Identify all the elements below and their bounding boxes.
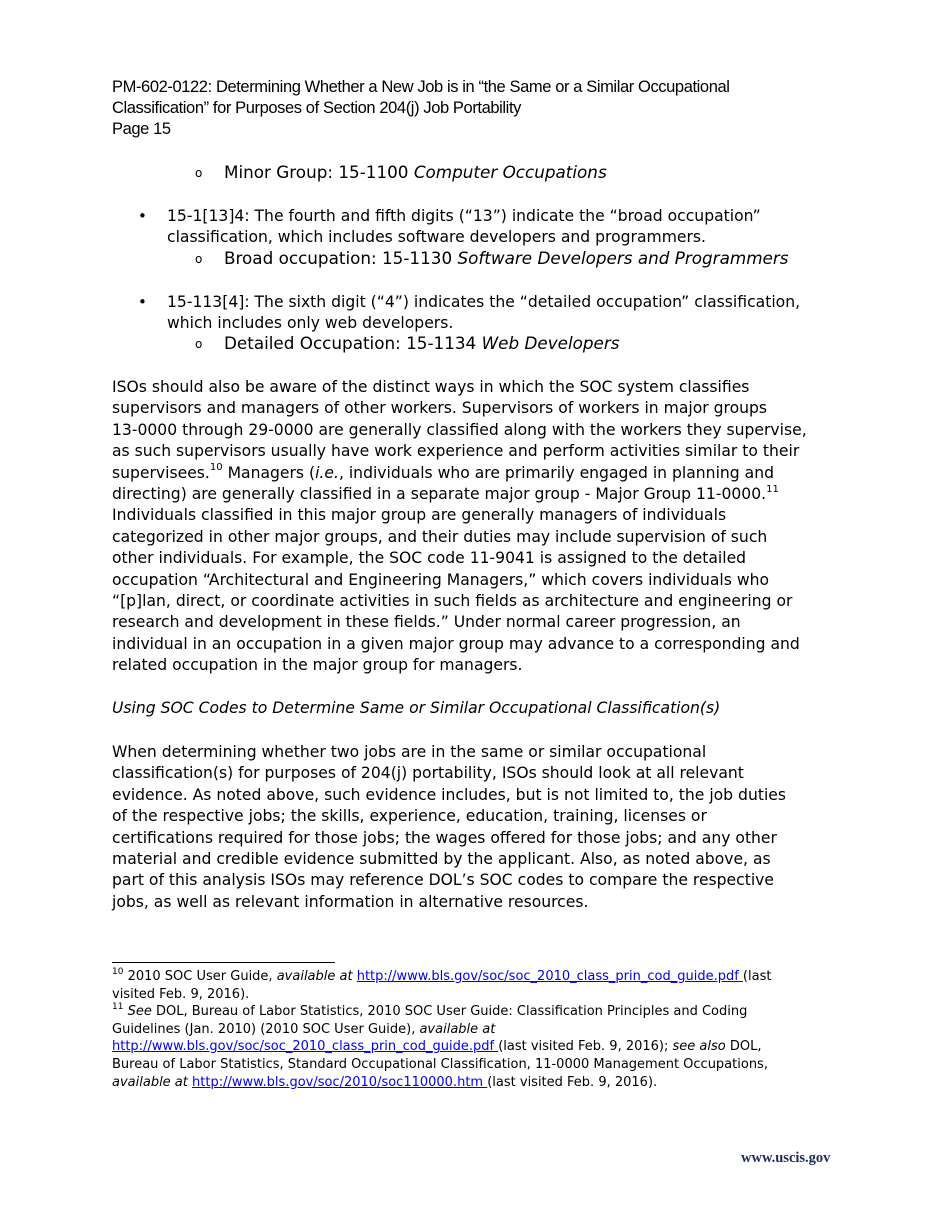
- paragraph-line: [112, 484, 852, 505]
- footnote-link[interactable]: http://www.bls.gov/soc/soc_2010_class_prin_cod_guide.pdf: [356, 969, 743, 984]
- sub-bullet-marker: o: [195, 337, 203, 351]
- paragraph-line: supervisors and managers of other workers. Supervisors of workers in major groups: [112, 399, 768, 418]
- sub-item-label: Broad occupation: 15-1130: [224, 248, 458, 268]
- bullet-marker: •: [138, 293, 147, 311]
- footnote-11-line-2: [112, 1021, 842, 1039]
- text-run: DOL,: [725, 1039, 762, 1055]
- text-run: , individuals who are primarily engaged in planning and: [338, 463, 774, 482]
- footnote-separator: [112, 962, 335, 963]
- footnote-link[interactable]: http://www.bls.gov/soc/soc_2010_class_prin_cod_guide.pdf: [112, 1039, 499, 1055]
- sub-item-label: Minor Group: 15-1100: [224, 162, 414, 182]
- footnote-ref-11: 11: [766, 483, 779, 495]
- footnote-number: 10: [112, 966, 124, 977]
- text-run-italic: see also: [672, 1039, 726, 1055]
- paragraph-line: [112, 463, 852, 484]
- text-run: 2010 SOC User Guide,: [123, 969, 277, 984]
- text-run: supervisees.: [112, 463, 210, 482]
- paragraph-line: When determining whether two jobs are in the same or similar occupational: [112, 743, 707, 761]
- bullet-line-2: which includes only web developers.: [167, 314, 454, 333]
- sub-item-minor-group: [195, 162, 607, 184]
- footer-website[interactable]: www.uscis.gov: [741, 1150, 831, 1166]
- text-run-italic: available at: [112, 1074, 188, 1090]
- sub-bullet-marker: o: [195, 166, 203, 180]
- paragraph-supervisors-managers: [112, 377, 852, 677]
- bullet-line-2: classification, which includes software developers and programmers.: [167, 228, 706, 247]
- sub-item-label: Detailed Occupation: 15-1134: [224, 333, 482, 353]
- text-run: (last visited Feb. 9, 2016);: [498, 1039, 673, 1055]
- paragraph-line: classification(s) for purposes of 204(j) portability, ISOs should look at all relevant: [112, 764, 744, 783]
- paragraph-line: occupation “Architectural and Engineering Managers,” which covers individuals who: [112, 570, 770, 589]
- footnote-10-line-1: [112, 968, 842, 986]
- text-run-italic: See: [123, 1004, 152, 1020]
- footnote-10-line-2: visited Feb. 9, 2016).: [112, 986, 250, 1002]
- page-header: [112, 77, 832, 140]
- paragraph-line: material and credible evidence submitted by the applicant. Also, as noted above, as: [112, 850, 771, 869]
- bullet-line-1: 15-1[13]4: The fourth and fifth digits (“13”) indicate the “broad occupation”: [167, 207, 761, 225]
- header-title-line-1: PM-602-0122: Determining Whether a New Job is in “the Same or a Similar Occupational: [112, 78, 730, 96]
- header-title-line-2: Classification” for Purposes of Section 204(j) Job Portability: [112, 99, 521, 117]
- footnote-11-line-1: [112, 1003, 842, 1021]
- paragraph-line: other individuals. For example, the SOC code 11-9041 is assigned to the detailed: [112, 549, 747, 568]
- footnote-link[interactable]: http://www.bls.gov/soc/2010/soc110000.htm: [192, 1074, 488, 1090]
- paragraph-line: certifications required for those jobs; the wages offered for those jobs; and any other: [112, 828, 777, 847]
- paragraph-line: 13-0000 through 29-0000 are generally classified along with the workers they supervise,: [112, 420, 807, 439]
- paragraph-determining-same-similar: [112, 742, 852, 913]
- text-run: Guidelines (Jan. 2010) (2010 SOC User Guide),: [112, 1021, 420, 1037]
- text-run-italic: available at: [419, 1021, 496, 1037]
- paragraph-line: related occupation in the major group for managers.: [112, 656, 523, 675]
- paragraph-line: individual in an occupation in a given major group may advance to a corresponding and: [112, 634, 800, 653]
- paragraph-line: evidence. As noted above, such evidence includes, but is not limited to, the job duties: [112, 785, 786, 804]
- sub-bullet-marker: o: [195, 252, 203, 266]
- text-run: directing) are generally classified in a separate major group - Major Group 11-0000.: [112, 485, 767, 504]
- footnote-11-line-3: [112, 1038, 842, 1056]
- section-heading: Using SOC Codes to Determine Same or Similar Occupational Classification(s): [112, 699, 721, 717]
- paragraph-line: categorized in other major groups, and their duties may include supervision of such: [112, 527, 768, 546]
- paragraph-line: “[p]lan, direct, or coordinate activities in such fields as architecture and engineering or: [112, 592, 793, 611]
- paragraph-line: of the respective jobs; the skills, experience, education, training, licenses or: [112, 807, 707, 826]
- sub-item-italic: Computer Occupations: [413, 162, 607, 182]
- footnote-11-line-4: Bureau of Labor Statistics, Standard Occupational Classification, 11-0000 Management Occupations,: [112, 1056, 768, 1072]
- text-run-italic: available at: [276, 969, 353, 984]
- sub-item-detailed-occupation: [195, 333, 620, 355]
- paragraph-line: part of this analysis ISOs may reference DOL’s SOC codes to compare the respective: [112, 871, 774, 890]
- paragraph-line: research and development in these fields.” Under normal career progression, an: [112, 613, 741, 632]
- text-run: (last: [742, 969, 772, 984]
- paragraph-line: Individuals classified in this major group are generally managers of individuals: [112, 506, 727, 525]
- footnote-ref-10: 10: [209, 462, 223, 474]
- sub-item-broad-occupation: [195, 248, 789, 270]
- sub-item-italic: Web Developers: [481, 333, 620, 353]
- footnote-number: 11: [112, 1001, 124, 1012]
- footnotes: [112, 968, 842, 1091]
- paragraph-line: jobs, as well as relevant information in alternative resources.: [112, 892, 589, 911]
- bullet-marker: •: [138, 207, 147, 225]
- paragraph-line: as such supervisors usually have work experience and perform activities similar to their: [112, 442, 800, 461]
- bullet-line-1: 15-113[4]: The sixth digit (“4”) indicates the “detailed occupation” classification,: [167, 293, 801, 311]
- header-page-number: Page 15: [112, 120, 171, 138]
- text-run-italic: i.e.: [315, 463, 339, 482]
- text-run: Managers (: [222, 463, 316, 482]
- text-run: DOL, Bureau of Labor Statistics, 2010 SOC User Guide: Classification Principles and Coding: [151, 1004, 748, 1020]
- sub-item-italic: Software Developers and Programmers: [457, 248, 789, 268]
- text-run: (last visited Feb. 9, 2016).: [487, 1074, 658, 1090]
- footnote-11-line-5: [112, 1074, 842, 1092]
- paragraph-line: ISOs should also be aware of the distinct ways in which the SOC system classifies: [112, 378, 750, 396]
